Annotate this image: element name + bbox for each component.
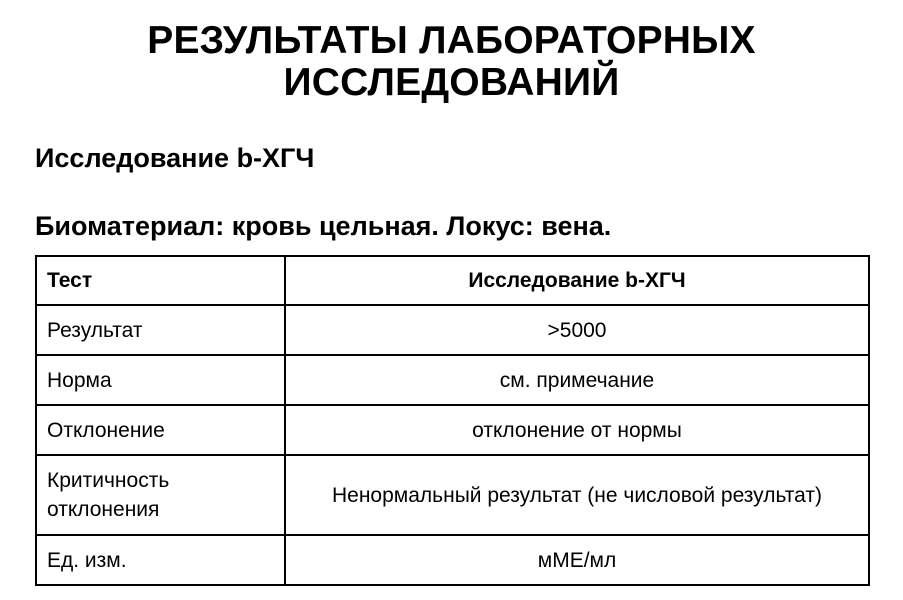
row-value-norm: см. примечание — [285, 355, 869, 405]
row-value-units: мМЕ/мл — [285, 535, 869, 585]
row-value-deviation: отклонение от нормы — [285, 405, 869, 455]
table-row-units — [36, 535, 869, 585]
table-row-norm — [36, 355, 869, 405]
document-title — [0, 20, 903, 104]
document-title-line-1: РЕЗУЛЬТАТЫ ЛАБОРАТОРНЫХ — [147, 19, 756, 62]
row-label-criticality: Критичность отклонения — [36, 455, 285, 535]
row-label-norm: Норма — [36, 355, 285, 405]
biomaterial-heading: Биоматериал: кровь цельная. Локус: вена. — [35, 211, 612, 241]
table-header-row — [36, 256, 869, 305]
header-test: Тест — [36, 256, 285, 305]
row-label-units: Ед. изм. — [36, 535, 285, 585]
row-label-result: Результат — [36, 305, 285, 355]
table-row-result — [36, 305, 869, 355]
table-row-criticality — [36, 455, 869, 535]
row-value-criticality: Ненормальный результат (не числовой результат) — [285, 455, 869, 535]
row-value-result: >5000 — [285, 305, 869, 355]
header-study: Исследование b-ХГЧ — [285, 256, 869, 305]
document-title-line-2: ИССЛЕДОВАНИЙ — [283, 61, 620, 104]
row-label-deviation: Отклонение — [36, 405, 285, 455]
results-table — [35, 255, 870, 586]
study-heading: Исследование b-ХГЧ — [35, 143, 315, 173]
table-row-deviation — [36, 405, 869, 455]
